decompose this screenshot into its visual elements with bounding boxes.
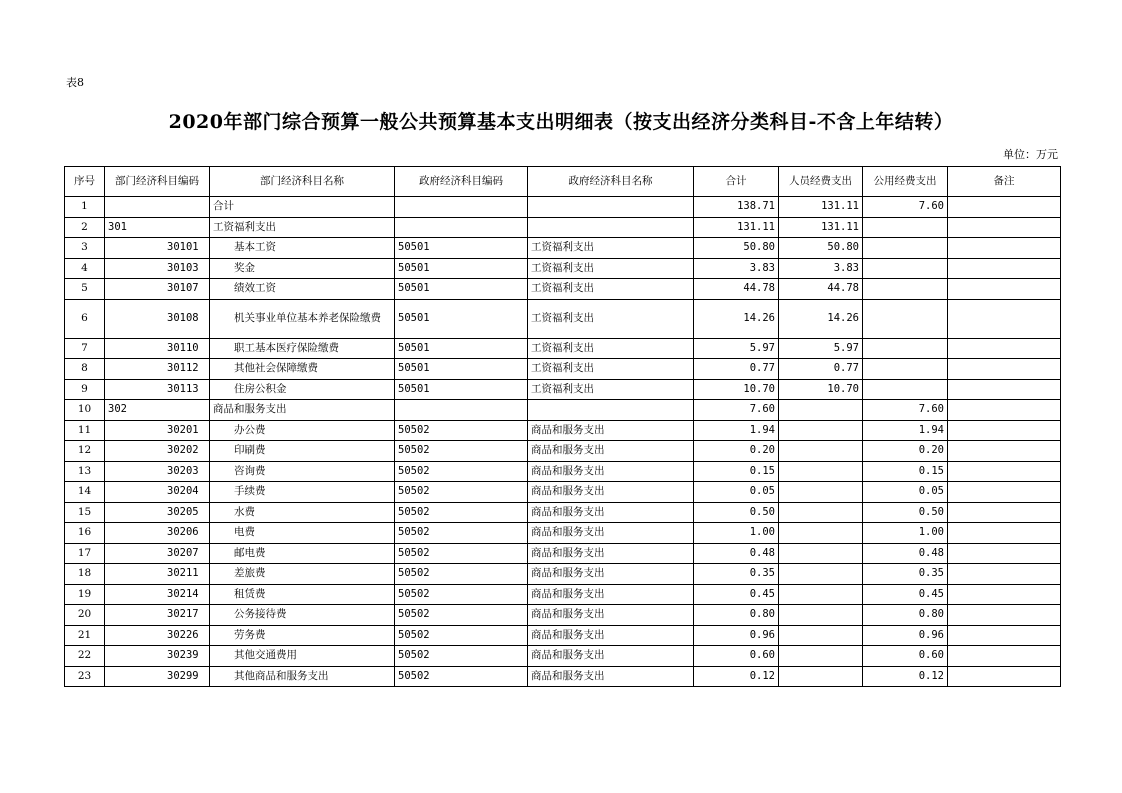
cell-personnel: 0.77 xyxy=(779,359,863,380)
cell-row-no: 2 xyxy=(65,217,105,238)
cell-note xyxy=(948,197,1061,218)
cell-total: 0.80 xyxy=(694,605,779,626)
cell-gov-code xyxy=(395,197,528,218)
cell-total: 0.50 xyxy=(694,502,779,523)
cell-note xyxy=(948,523,1061,544)
cell-personnel: 131.11 xyxy=(779,217,863,238)
cell-total: 0.20 xyxy=(694,441,779,462)
cell-row-no: 16 xyxy=(65,523,105,544)
cell-dept-code: 30217 xyxy=(105,605,210,626)
cell-total: 44.78 xyxy=(694,279,779,300)
cell-dept-code: 30113 xyxy=(105,379,210,400)
cell-personnel: 50.80 xyxy=(779,238,863,259)
cell-public xyxy=(863,258,948,279)
table-row xyxy=(65,564,1061,585)
cell-dept-code: 30204 xyxy=(105,482,210,503)
cell-gov-code: 50502 xyxy=(395,420,528,441)
cell-public xyxy=(863,359,948,380)
cell-row-no: 6 xyxy=(65,299,105,338)
cell-public xyxy=(863,299,948,338)
cell-dept-name: 奖金 xyxy=(210,258,395,279)
cell-row-no: 8 xyxy=(65,359,105,380)
cell-note xyxy=(948,338,1061,359)
cell-note xyxy=(948,625,1061,646)
cell-dept-name: 商品和服务支出 xyxy=(210,400,395,421)
cell-total: 10.70 xyxy=(694,379,779,400)
table-row xyxy=(65,502,1061,523)
cell-gov-code: 50502 xyxy=(395,564,528,585)
cell-dept-name: 职工基本医疗保险缴费 xyxy=(210,338,395,359)
cell-gov-code: 50501 xyxy=(395,279,528,300)
cell-total: 0.12 xyxy=(694,666,779,687)
table-row xyxy=(65,400,1061,421)
cell-gov-code: 50502 xyxy=(395,605,528,626)
cell-note xyxy=(948,279,1061,300)
cell-row-no: 4 xyxy=(65,258,105,279)
cell-row-no: 1 xyxy=(65,197,105,218)
table-row xyxy=(65,217,1061,238)
cell-gov-name xyxy=(528,400,694,421)
cell-dept-name: 工资福利支出 xyxy=(210,217,395,238)
cell-gov-code: 50502 xyxy=(395,461,528,482)
table-row xyxy=(65,379,1061,400)
cell-note xyxy=(948,461,1061,482)
header-gov-name: 政府经济科目名称 xyxy=(528,167,694,197)
cell-gov-code xyxy=(395,217,528,238)
cell-gov-code: 50502 xyxy=(395,625,528,646)
cell-total: 1.00 xyxy=(694,523,779,544)
cell-gov-code: 50502 xyxy=(395,502,528,523)
cell-personnel xyxy=(779,461,863,482)
cell-row-no: 11 xyxy=(65,420,105,441)
cell-public: 1.00 xyxy=(863,523,948,544)
cell-public: 0.35 xyxy=(863,564,948,585)
cell-dept-code: 30101 xyxy=(105,238,210,259)
header-gov-code: 政府经济科目编码 xyxy=(395,167,528,197)
cell-dept-code: 30211 xyxy=(105,564,210,585)
cell-public xyxy=(863,238,948,259)
cell-row-no: 10 xyxy=(65,400,105,421)
cell-dept-code: 30207 xyxy=(105,543,210,564)
cell-gov-name: 工资福利支出 xyxy=(528,299,694,338)
cell-personnel xyxy=(779,564,863,585)
cell-personnel xyxy=(779,666,863,687)
cell-total: 0.48 xyxy=(694,543,779,564)
cell-personnel xyxy=(779,482,863,503)
header-row xyxy=(65,167,1061,197)
table-row xyxy=(65,238,1061,259)
cell-gov-name: 商品和服务支出 xyxy=(528,625,694,646)
cell-dept-name: 咨询费 xyxy=(210,461,395,482)
table-row xyxy=(65,461,1061,482)
cell-total: 0.45 xyxy=(694,584,779,605)
cell-public: 0.05 xyxy=(863,482,948,503)
cell-dept-code: 30103 xyxy=(105,258,210,279)
cell-dept-code: 30201 xyxy=(105,420,210,441)
cell-note xyxy=(948,299,1061,338)
cell-gov-code: 50502 xyxy=(395,543,528,564)
cell-row-no: 19 xyxy=(65,584,105,605)
cell-dept-name: 其他商品和服务支出 xyxy=(210,666,395,687)
cell-gov-name: 商品和服务支出 xyxy=(528,420,694,441)
cell-gov-code: 50502 xyxy=(395,523,528,544)
cell-note xyxy=(948,543,1061,564)
cell-note xyxy=(948,217,1061,238)
cell-gov-code: 50501 xyxy=(395,258,528,279)
cell-note xyxy=(948,646,1061,667)
cell-gov-name: 商品和服务支出 xyxy=(528,584,694,605)
cell-dept-name: 公务接待费 xyxy=(210,605,395,626)
cell-gov-name: 商品和服务支出 xyxy=(528,605,694,626)
header-no: 序号 xyxy=(65,167,105,197)
cell-dept-code: 30206 xyxy=(105,523,210,544)
cell-personnel xyxy=(779,420,863,441)
cell-row-no: 5 xyxy=(65,279,105,300)
cell-gov-name: 商品和服务支出 xyxy=(528,523,694,544)
cell-gov-code: 50502 xyxy=(395,666,528,687)
cell-total: 0.35 xyxy=(694,564,779,585)
cell-personnel xyxy=(779,523,863,544)
cell-row-no: 18 xyxy=(65,564,105,585)
cell-total: 1.94 xyxy=(694,420,779,441)
table-row xyxy=(65,482,1061,503)
table-row xyxy=(65,420,1061,441)
cell-total: 50.80 xyxy=(694,238,779,259)
cell-dept-name: 机关事业单位基本养老保险缴费 xyxy=(210,299,395,338)
page-title: 2020年部门综合预算一般公共预算基本支出明细表（按支出经济分类科目-不含上年结转） xyxy=(168,111,954,133)
cell-public xyxy=(863,217,948,238)
cell-row-no: 15 xyxy=(65,502,105,523)
cell-personnel: 3.83 xyxy=(779,258,863,279)
table-row xyxy=(65,584,1061,605)
cell-public: 0.96 xyxy=(863,625,948,646)
cell-row-no: 23 xyxy=(65,666,105,687)
cell-personnel xyxy=(779,400,863,421)
cell-gov-code: 50501 xyxy=(395,299,528,338)
cell-note xyxy=(948,502,1061,523)
header-public: 公用经费支出 xyxy=(863,167,948,197)
cell-dept-name: 合计 xyxy=(210,197,395,218)
cell-dept-name: 办公费 xyxy=(210,420,395,441)
cell-row-no: 9 xyxy=(65,379,105,400)
header-note: 备注 xyxy=(948,167,1061,197)
cell-dept-code: 30214 xyxy=(105,584,210,605)
cell-personnel: 44.78 xyxy=(779,279,863,300)
cell-gov-code: 50501 xyxy=(395,338,528,359)
unit-label: 单位：万元 xyxy=(1003,148,1058,161)
cell-public xyxy=(863,279,948,300)
cell-gov-name: 商品和服务支出 xyxy=(528,502,694,523)
table-body xyxy=(65,197,1061,687)
cell-dept-code: 30107 xyxy=(105,279,210,300)
cell-public: 0.15 xyxy=(863,461,948,482)
table-number: 表8 xyxy=(66,76,84,89)
cell-row-no: 20 xyxy=(65,605,105,626)
cell-personnel xyxy=(779,625,863,646)
cell-gov-name xyxy=(528,197,694,218)
cell-note xyxy=(948,564,1061,585)
cell-dept-code xyxy=(105,197,210,218)
cell-dept-name: 基本工资 xyxy=(210,238,395,259)
cell-dept-name: 印刷费 xyxy=(210,441,395,462)
cell-total: 0.05 xyxy=(694,482,779,503)
cell-public: 0.20 xyxy=(863,441,948,462)
cell-total: 138.71 xyxy=(694,197,779,218)
cell-public: 7.60 xyxy=(863,400,948,421)
cell-note xyxy=(948,379,1061,400)
table-row xyxy=(65,258,1061,279)
expenditure-table xyxy=(64,166,1061,687)
cell-dept-code: 30108 xyxy=(105,299,210,338)
cell-public: 0.48 xyxy=(863,543,948,564)
cell-dept-code: 30239 xyxy=(105,646,210,667)
cell-row-no: 21 xyxy=(65,625,105,646)
table-row xyxy=(65,299,1061,338)
cell-dept-code: 301 xyxy=(105,217,210,238)
cell-note xyxy=(948,482,1061,503)
cell-gov-name: 商品和服务支出 xyxy=(528,564,694,585)
cell-note xyxy=(948,258,1061,279)
cell-dept-code: 30203 xyxy=(105,461,210,482)
cell-row-no: 13 xyxy=(65,461,105,482)
cell-public xyxy=(863,379,948,400)
cell-gov-name: 工资福利支出 xyxy=(528,279,694,300)
cell-dept-name: 邮电费 xyxy=(210,543,395,564)
cell-personnel xyxy=(779,584,863,605)
cell-dept-name: 绩效工资 xyxy=(210,279,395,300)
cell-personnel xyxy=(779,543,863,564)
cell-dept-name: 差旅费 xyxy=(210,564,395,585)
cell-personnel xyxy=(779,441,863,462)
header-dept-code: 部门经济科目编码 xyxy=(105,167,210,197)
cell-note xyxy=(948,359,1061,380)
cell-personnel: 5.97 xyxy=(779,338,863,359)
table-row xyxy=(65,523,1061,544)
cell-public xyxy=(863,338,948,359)
cell-total: 14.26 xyxy=(694,299,779,338)
cell-total: 0.77 xyxy=(694,359,779,380)
table-row xyxy=(65,197,1061,218)
cell-dept-name: 租赁费 xyxy=(210,584,395,605)
cell-dept-code: 30110 xyxy=(105,338,210,359)
cell-total: 0.96 xyxy=(694,625,779,646)
cell-dept-name: 水费 xyxy=(210,502,395,523)
table-row xyxy=(65,279,1061,300)
table-row xyxy=(65,646,1061,667)
cell-total: 0.60 xyxy=(694,646,779,667)
cell-gov-name: 工资福利支出 xyxy=(528,258,694,279)
cell-gov-name: 商品和服务支出 xyxy=(528,482,694,503)
cell-gov-name: 工资福利支出 xyxy=(528,238,694,259)
cell-dept-code: 30112 xyxy=(105,359,210,380)
cell-public: 0.12 xyxy=(863,666,948,687)
cell-personnel xyxy=(779,605,863,626)
cell-dept-code: 302 xyxy=(105,400,210,421)
cell-gov-code: 50502 xyxy=(395,441,528,462)
cell-note xyxy=(948,605,1061,626)
header-dept-name: 部门经济科目名称 xyxy=(210,167,395,197)
cell-personnel: 10.70 xyxy=(779,379,863,400)
cell-gov-code: 50501 xyxy=(395,359,528,380)
cell-public: 0.50 xyxy=(863,502,948,523)
cell-row-no: 17 xyxy=(65,543,105,564)
cell-gov-name: 商品和服务支出 xyxy=(528,543,694,564)
cell-dept-code: 30202 xyxy=(105,441,210,462)
cell-dept-code: 30226 xyxy=(105,625,210,646)
cell-gov-code: 50502 xyxy=(395,482,528,503)
table-row xyxy=(65,338,1061,359)
cell-gov-name: 商品和服务支出 xyxy=(528,461,694,482)
cell-note xyxy=(948,238,1061,259)
cell-dept-name: 其他交通费用 xyxy=(210,646,395,667)
cell-dept-name: 电费 xyxy=(210,523,395,544)
cell-gov-code: 50501 xyxy=(395,238,528,259)
cell-dept-code: 30205 xyxy=(105,502,210,523)
cell-dept-name: 手续费 xyxy=(210,482,395,503)
cell-dept-code: 30299 xyxy=(105,666,210,687)
cell-personnel: 14.26 xyxy=(779,299,863,338)
cell-note xyxy=(948,584,1061,605)
cell-personnel xyxy=(779,646,863,667)
cell-row-no: 3 xyxy=(65,238,105,259)
header-total: 合计 xyxy=(694,167,779,197)
cell-row-no: 14 xyxy=(65,482,105,503)
cell-row-no: 22 xyxy=(65,646,105,667)
cell-gov-code: 50502 xyxy=(395,646,528,667)
cell-note xyxy=(948,441,1061,462)
cell-gov-code xyxy=(395,400,528,421)
cell-personnel xyxy=(779,502,863,523)
cell-public: 1.94 xyxy=(863,420,948,441)
cell-gov-name: 商品和服务支出 xyxy=(528,441,694,462)
cell-gov-name: 商品和服务支出 xyxy=(528,666,694,687)
table-row xyxy=(65,666,1061,687)
table-row xyxy=(65,441,1061,462)
cell-public: 0.45 xyxy=(863,584,948,605)
cell-gov-name: 工资福利支出 xyxy=(528,359,694,380)
cell-gov-code: 50502 xyxy=(395,584,528,605)
cell-gov-name: 工资福利支出 xyxy=(528,338,694,359)
cell-gov-code: 50501 xyxy=(395,379,528,400)
cell-dept-name: 其他社会保障缴费 xyxy=(210,359,395,380)
cell-gov-name: 工资福利支出 xyxy=(528,379,694,400)
cell-total: 5.97 xyxy=(694,338,779,359)
cell-dept-name: 劳务费 xyxy=(210,625,395,646)
cell-note xyxy=(948,400,1061,421)
table-row xyxy=(65,605,1061,626)
cell-public: 7.60 xyxy=(863,197,948,218)
cell-dept-name: 住房公积金 xyxy=(210,379,395,400)
table-row xyxy=(65,543,1061,564)
cell-total: 131.11 xyxy=(694,217,779,238)
cell-total: 0.15 xyxy=(694,461,779,482)
cell-gov-name xyxy=(528,217,694,238)
cell-total: 7.60 xyxy=(694,400,779,421)
cell-total: 3.83 xyxy=(694,258,779,279)
cell-row-no: 7 xyxy=(65,338,105,359)
header-personnel: 人员经费支出 xyxy=(779,167,863,197)
cell-note xyxy=(948,666,1061,687)
cell-personnel: 131.11 xyxy=(779,197,863,218)
cell-note xyxy=(948,420,1061,441)
cell-public: 0.60 xyxy=(863,646,948,667)
cell-public: 0.80 xyxy=(863,605,948,626)
cell-gov-name: 商品和服务支出 xyxy=(528,646,694,667)
table-row xyxy=(65,625,1061,646)
cell-row-no: 12 xyxy=(65,441,105,462)
table-row xyxy=(65,359,1061,380)
